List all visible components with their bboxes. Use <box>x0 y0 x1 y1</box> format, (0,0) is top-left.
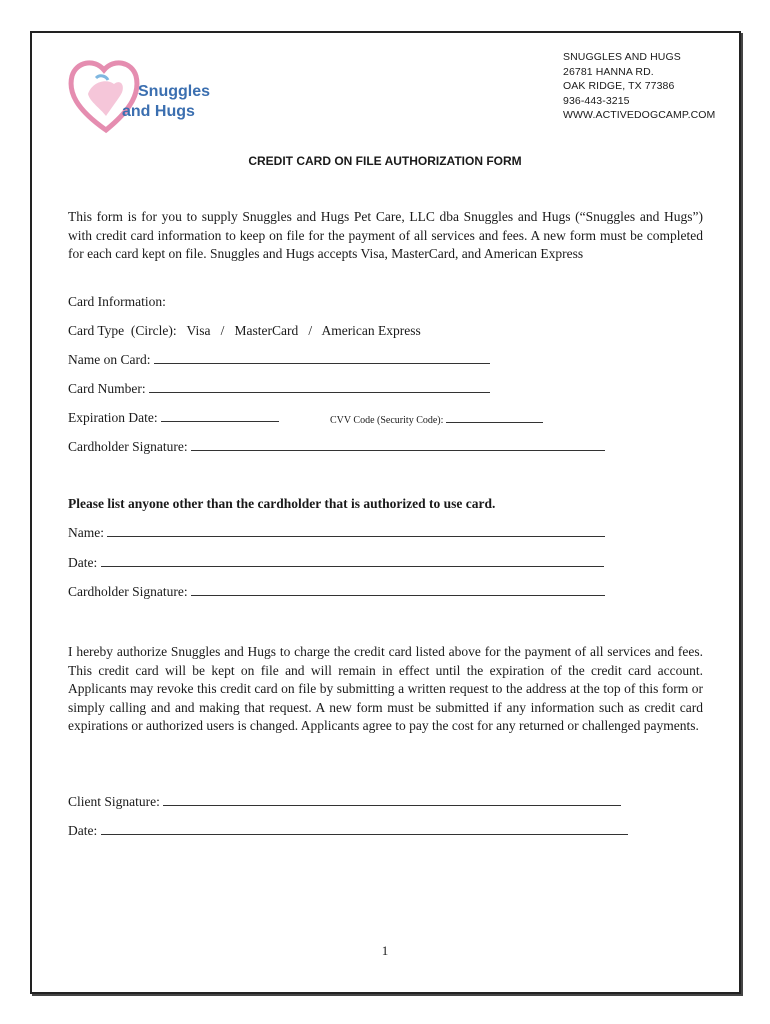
company-address <box>563 50 715 123</box>
name-on-card-field[interactable] <box>68 352 490 368</box>
client-date-blank[interactable] <box>101 823 628 835</box>
cvv-label: CVV Code (Security Code): <box>330 415 446 426</box>
form-title: CREDIT CARD ON FILE AUTHORIZATION FORM <box>248 154 522 168</box>
cardholder-signature-blank[interactable] <box>191 439 605 451</box>
expiration-blank[interactable] <box>161 410 279 422</box>
company-website: WWW.ACTIVEDOGCAMP.COM <box>563 109 716 121</box>
card-number-field[interactable] <box>68 381 490 397</box>
page-border <box>30 31 741 994</box>
svg-text:and Hugs: and Hugs <box>122 103 195 120</box>
authorized-date-field[interactable] <box>68 555 604 571</box>
client-date-field[interactable] <box>68 823 628 839</box>
intro-paragraph: This form is for you to supply Snuggles and Hugs Pet Care, LLC dba Snuggles and Hugs (“Snuggles and Hugs”) with credit card information to keep on file for the payment of all services and fees. A new form must be completed for each card kept on file. Snuggles and Hugs accepts Visa, MasterCard, and American Express <box>68 209 703 261</box>
name-on-card-label: Name on Card: <box>68 352 154 367</box>
authorized-name-blank[interactable] <box>107 525 605 537</box>
authorized-signature-field[interactable] <box>68 584 605 600</box>
company-street: 26781 HANNA RD. <box>563 65 654 78</box>
client-signature-label: Client Signature: <box>68 794 164 809</box>
authorized-date-label: Date: <box>68 555 101 570</box>
client-signature-blank[interactable] <box>163 794 621 806</box>
authorized-users-heading: Please list anyone other than the cardholder that is authorized to use card. <box>68 496 496 511</box>
card-info-label: Card Information: <box>68 294 166 309</box>
company-city: OAK RIDGE, TX 77386 <box>563 80 675 92</box>
cardholder-signature-field[interactable] <box>68 439 605 455</box>
page-number: 1 <box>381 943 389 958</box>
company-phone: 936-443-3215 <box>563 94 630 107</box>
authorized-date-blank[interactable] <box>101 555 604 567</box>
cvv-field[interactable] <box>330 414 543 426</box>
authorized-name-label: Name: <box>68 525 108 540</box>
expiration-label: Expiration Date: <box>68 410 161 425</box>
expiration-field[interactable] <box>68 410 279 426</box>
card-type-line: Card Type (Circle): Visa / MasterCard / American Express <box>68 323 421 338</box>
cardholder-signature-label: Cardholder Signature: <box>68 439 191 454</box>
card-number-label: Card Number: <box>68 381 149 396</box>
client-signature-field[interactable] <box>68 794 621 810</box>
authorization-paragraph: I hereby authorize Snuggles and Hugs to charge the credit card listed above for the payment of all services and fees. This credit card will be kept on file and will remain in effect until the expiration of the credit card account. Applicants may revoke this credit card on file by submitting a written request to the address at the top of this form or simply calling and and making that request. A new form must be submitted if any information such as credit card expirations or authorized users is changed. Applicants agree to pay the cost for any returned or challenged payments. <box>68 644 703 733</box>
svg-text:Snuggles: Snuggles <box>138 83 211 100</box>
name-on-card-blank[interactable] <box>154 352 490 364</box>
authorized-signature-blank[interactable] <box>191 584 605 596</box>
cvv-blank[interactable] <box>446 414 543 423</box>
client-date-label: Date: <box>68 823 101 838</box>
snuggles-and-hugs-logo <box>66 54 226 134</box>
company-name: SNUGGLES AND HUGS <box>563 51 681 63</box>
authorized-name-field[interactable] <box>68 525 605 541</box>
card-number-blank[interactable] <box>149 381 490 393</box>
authorized-signature-label: Cardholder Signature: <box>68 584 191 599</box>
